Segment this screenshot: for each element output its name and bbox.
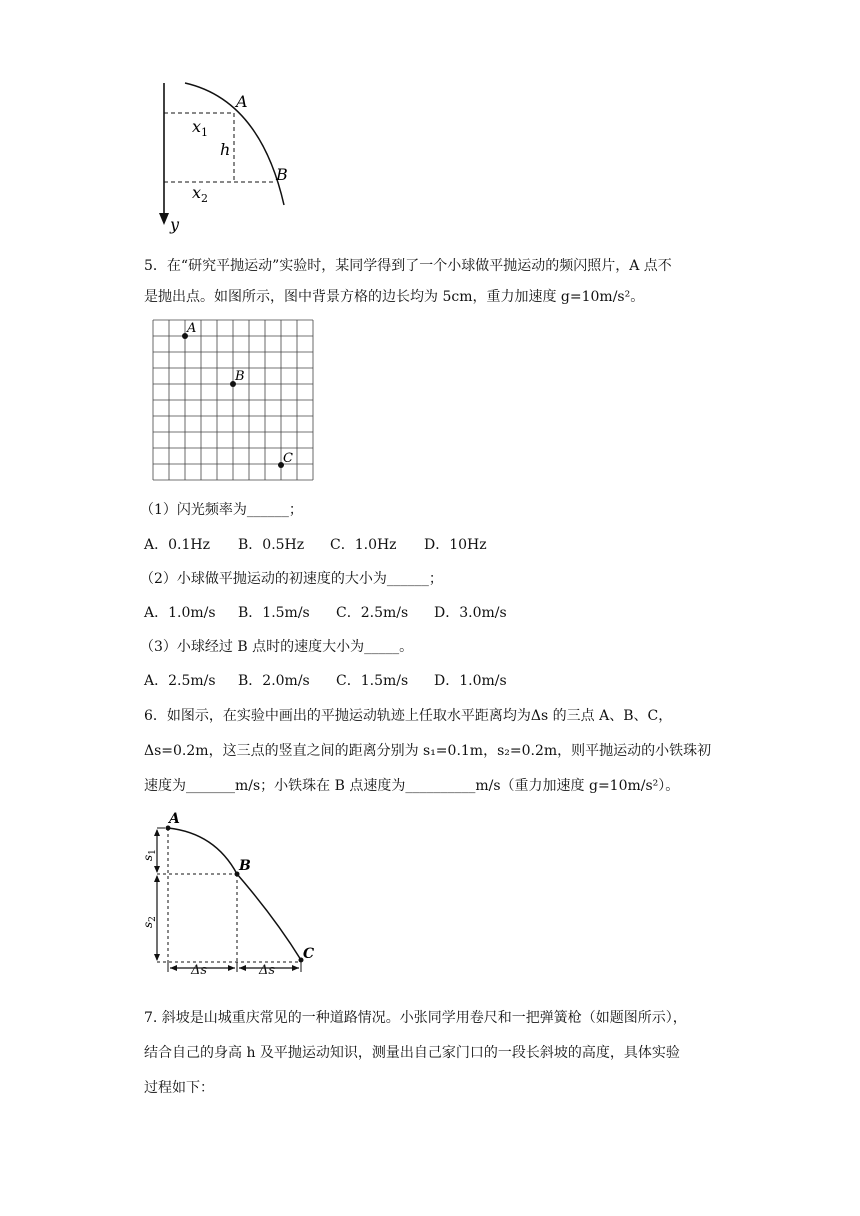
fig2-point-a-label: A xyxy=(169,811,180,827)
q5-sub2-option-d: D．3.0m/s xyxy=(434,605,507,621)
q5-sub3-option-a: A．2.5m/s xyxy=(144,673,216,689)
h-label: h xyxy=(220,140,231,159)
q7-text-line1: 7. 斜坡是山城重庆常见的一种道路情况。小张同学用卷尺和一把弹簧枪（如题图所示）， xyxy=(144,1010,687,1026)
q5-sub1-option-c: C．1.0Hz xyxy=(330,537,397,553)
q5-sub2-prompt: （2）小球做平抛运动的初速度的大小为______； xyxy=(140,571,443,587)
trajectory-figure-1 xyxy=(150,75,310,240)
q5-sub3-option-b: B．2.0m/s xyxy=(238,673,310,689)
q7-text-line2: 结合自己的身高 h 及平抛运动知识，测量出自己家门口的一段长斜坡的高度，具体实验 xyxy=(144,1045,680,1061)
q7-text-line3: 过程如下： xyxy=(144,1080,214,1096)
fig2-point-b-label: B xyxy=(239,858,251,874)
strobe-grid-figure xyxy=(150,318,320,483)
q6-text-line1: 6．如图示，在实验中画出的平抛运动轨迹上任取水平距离均为Δs 的三点 A、B、C， xyxy=(144,708,673,724)
q5-sub2-option-b: B．1.5m/s xyxy=(238,605,310,621)
q6-text-line3: 速度为_______m/s；小铁珠在 B 点速度为__________m/s（重力加速度 g=10m/s²）。 xyxy=(144,778,680,794)
point-b-label: B xyxy=(276,165,288,184)
q5-sub1-option-a: A．0.1Hz xyxy=(144,537,210,553)
q5-sub3-option-d: D．1.0m/s xyxy=(434,673,507,689)
q5-sub1-options xyxy=(144,535,487,555)
q5-sub2-option-a: A．1.0m/s xyxy=(144,605,216,621)
grid-point-b-label: B xyxy=(235,369,245,384)
q5-sub3-prompt: （3）小球经过 B 点时的速度大小为_____。 xyxy=(140,639,414,655)
q5-sub2-options xyxy=(144,603,507,623)
x2-label: $x_2$ xyxy=(192,183,209,205)
s2-label: $s_2$ xyxy=(141,916,158,928)
q5-text-line2: 是抛出点。如图所示，图中背景方格的边长均为 5cm，重力加速度 g=10m/s²。 xyxy=(144,289,645,305)
q5-sub1-option-d: D．10Hz xyxy=(424,537,487,553)
q5-sub3-option-c: C．1.5m/s xyxy=(336,673,409,689)
trajectory-figure-2 xyxy=(141,808,325,983)
delta-s-label-2: Δs xyxy=(259,963,276,978)
grid-point-c-label: C xyxy=(283,451,293,466)
x1-label: $x_1$ xyxy=(192,117,209,139)
q5-sub2-option-c: C．2.5m/s xyxy=(336,605,409,621)
q5-sub3-options xyxy=(144,671,507,691)
q5-text-line1: 5．在“研究平抛运动”实验时，某同学得到了一个小球做平抛运动的频闪照片，A 点不 xyxy=(144,258,672,274)
q6-text-line2: Δs=0.2m，这三点的竖直之间的距离分别为 s₁=0.1m，s₂=0.2m，则平抛运动的小铁珠初 xyxy=(144,743,712,759)
point-a-label: A xyxy=(236,92,248,111)
s1-label: $s_1$ xyxy=(141,849,158,861)
q5-sub1-prompt: （1）闪光频率为______； xyxy=(140,502,303,518)
q5-sub1-option-b: B．0.5Hz xyxy=(238,537,305,553)
fig2-point-c-label: C xyxy=(303,946,315,962)
y-axis-label: y xyxy=(170,215,180,234)
grid-point-a-label: A xyxy=(187,321,197,336)
delta-s-label-1: Δs xyxy=(191,963,208,978)
